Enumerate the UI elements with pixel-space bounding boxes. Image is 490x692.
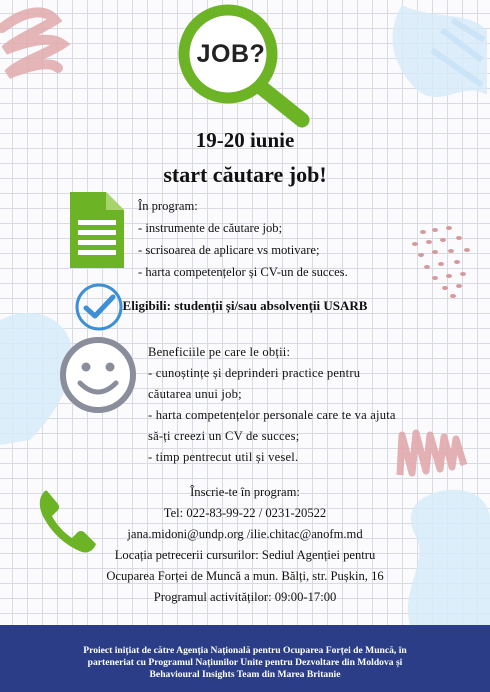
document-icon (66, 190, 128, 272)
contact-section (0, 482, 490, 608)
benefit-line: căutarea unui job; (148, 387, 242, 401)
logo-text: JOB? (196, 40, 266, 68)
benefit-line: - harta competențelor personale care te va ajuta (148, 408, 396, 422)
program-section (138, 195, 348, 283)
program-item: - scrisoarea de aplicare vs motivare; (138, 243, 320, 257)
contact-line: Înscrie-te în program: (190, 485, 300, 499)
contact-phone: Tel: 022-83-99-22 / 0231-20522 (163, 506, 327, 520)
pink-dots (405, 222, 485, 302)
benefit-line: - timp pentrecut util și vesel. (148, 450, 299, 464)
footer-line: parteneriat cu Programul Națiunilor Unite pentru Dezvoltare din Moldova și (87, 657, 403, 668)
contact-email: jana.midoni@undp.org /ilie.chitac@anofm.md (127, 527, 363, 541)
pink-scribble-right (392, 425, 472, 485)
program-intro: În program: (138, 199, 198, 213)
footer-line: Proiect inițiat de către Agenția Națională pentru Ocuparea Forței de Muncă, în (83, 645, 407, 656)
blue-brush-top-right (372, 0, 490, 120)
eligibility-text: Eligibili: studenții și/sau absolvenții USARB (122, 298, 368, 313)
benefits-intro: Beneficiile pe care le obții: (148, 345, 291, 359)
contact-line: Ocuparea Forței de Muncă a mun. Bălți, str. Pușkin, 16 (106, 569, 384, 583)
benefit-line: să-ți creezi un CV de succes; (148, 429, 300, 443)
contact-line: Locația petrecerii cursurilor: Sediul Agenției pentru (114, 548, 376, 562)
benefit-line: - cunoștințe și deprinderi practice pentru (148, 366, 361, 380)
event-subtitle: start căutare job! (163, 162, 327, 187)
contact-schedule: Programul activităților: 09:00-17:00 (153, 590, 337, 604)
program-item: - instrumente de căutare job; (138, 221, 283, 235)
event-date: 19-20 iunie (195, 128, 295, 152)
footer-line: Behavioural Insights Team din Marea Britanie (149, 669, 341, 680)
smiley-icon (58, 335, 138, 415)
benefits-section (148, 342, 396, 468)
pink-scribble-top-left (0, 0, 70, 90)
footer-banner (0, 625, 490, 692)
program-item: - harta competențelor și CV-un de succes. (138, 265, 348, 279)
